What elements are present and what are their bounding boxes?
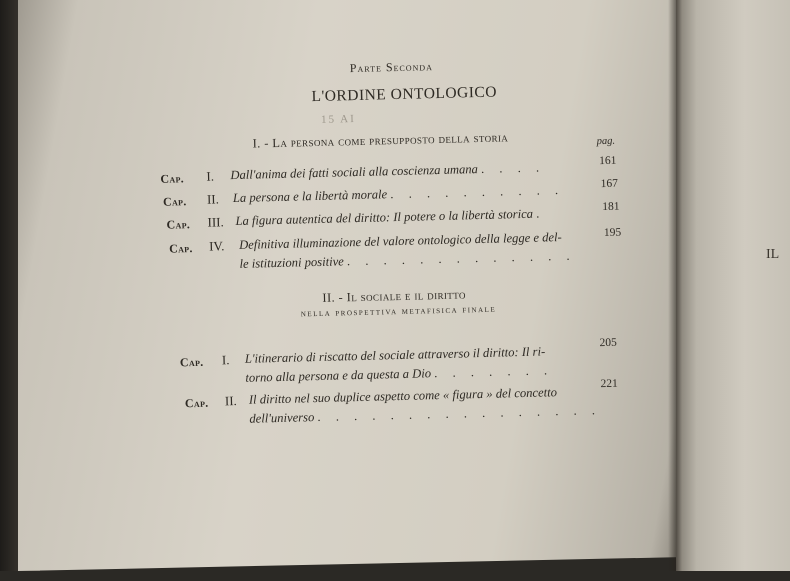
facing-page-fragment: IL [766, 247, 780, 262]
page-number: 195 [603, 226, 622, 240]
chapter-number: I. [206, 168, 215, 184]
chapter-number: II. [206, 191, 220, 207]
faint-stamp: 15 AI [320, 113, 356, 126]
chapter-number: I. [221, 352, 230, 368]
cap-label: Cap. [179, 354, 204, 370]
page-column-label: pag. [596, 135, 616, 148]
chapter-title-continued: torno alla persona e da questa a Dio . . . . . . . [245, 363, 554, 385]
chapter-title: La figura autentica del diritto: Il potere o la libertà storica . [235, 206, 546, 228]
page-number: 205 [599, 336, 617, 350]
chapter-number: II. [224, 393, 238, 409]
page-number: 161 [599, 154, 617, 168]
cap-label: Cap. [166, 217, 191, 232]
chapter-title: Dall'anima dei fatti sociali alla coscienza umana . . . . [230, 160, 546, 183]
cap-label: Cap. [184, 395, 209, 411]
chapter-title-continued: dell'universo . . . . . . . . . . . . . . . . [249, 403, 602, 426]
chapter-title: L'itinerario di riscatto del sociale attraverso il diritto: Il ri- [244, 344, 546, 366]
chapter-title: Definitiva illuminazione del valore ontologico della legge e del- [238, 230, 562, 252]
part-title: L'ORDINE ONTOLOGICO [311, 83, 498, 106]
cap-label: Cap. [160, 171, 185, 186]
section-subheading-2: nella prospettiva metafisica finale [300, 303, 497, 320]
page-number: 181 [602, 200, 620, 214]
part-label: Parte Seconda [349, 59, 434, 76]
chapter-title-continued: le istituzioni positive . . . . . . . . . . . . . [239, 248, 576, 271]
page-number: 167 [600, 177, 619, 191]
section-heading-1: I. - La persona come presupposto della storia [252, 130, 509, 151]
cap-label: Cap. [168, 241, 193, 256]
chapter-title: Il diritto nel suo duplice aspetto come « figura » del concetto [248, 385, 558, 407]
chapter-title: La persona e la libertà morale . . . . . . . . . . [232, 182, 565, 206]
page-number: 221 [600, 377, 618, 391]
section-heading-2: II. - Il sociale e il diritto [322, 287, 466, 305]
cap-label: Cap. [162, 194, 187, 209]
chapter-number: IV. [208, 238, 225, 254]
chapter-number: III. [207, 214, 224, 230]
